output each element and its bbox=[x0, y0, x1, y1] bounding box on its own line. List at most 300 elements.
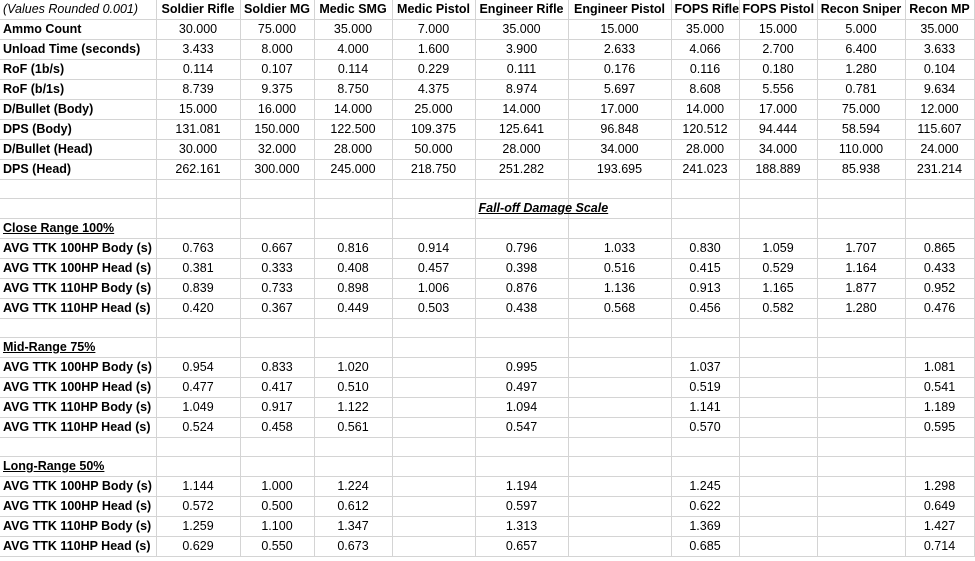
empty-cell[interactable] bbox=[314, 319, 392, 338]
value-cell[interactable]: 1.280 bbox=[817, 60, 905, 80]
empty-cell[interactable] bbox=[156, 199, 240, 219]
column-header[interactable]: Medic SMG bbox=[314, 0, 392, 20]
value-cell[interactable] bbox=[392, 378, 475, 398]
row-label[interactable]: AVG TTK 100HP Body (s) bbox=[0, 239, 156, 259]
value-cell[interactable]: 1.033 bbox=[568, 239, 671, 259]
empty-cell[interactable] bbox=[739, 457, 817, 477]
value-cell[interactable]: 9.375 bbox=[240, 80, 314, 100]
value-cell[interactable]: 0.114 bbox=[314, 60, 392, 80]
empty-cell[interactable] bbox=[240, 199, 314, 219]
column-header[interactable]: FOPS Pistol bbox=[739, 0, 817, 20]
value-cell[interactable]: 0.408 bbox=[314, 259, 392, 279]
value-cell[interactable]: 0.597 bbox=[475, 497, 568, 517]
value-cell[interactable]: 1.122 bbox=[314, 398, 392, 418]
empty-cell[interactable] bbox=[392, 319, 475, 338]
value-cell[interactable]: 0.833 bbox=[240, 358, 314, 378]
empty-cell[interactable] bbox=[475, 338, 568, 358]
value-cell[interactable]: 0.612 bbox=[314, 497, 392, 517]
value-cell[interactable]: 0.995 bbox=[475, 358, 568, 378]
value-cell[interactable]: 0.839 bbox=[156, 279, 240, 299]
empty-cell[interactable] bbox=[240, 219, 314, 239]
value-cell[interactable]: 35.000 bbox=[671, 20, 739, 40]
value-cell[interactable]: 0.865 bbox=[905, 239, 974, 259]
empty-cell[interactable] bbox=[905, 319, 974, 338]
value-cell[interactable]: 0.572 bbox=[156, 497, 240, 517]
value-cell[interactable]: 35.000 bbox=[905, 20, 974, 40]
value-cell[interactable]: 1.707 bbox=[817, 239, 905, 259]
value-cell[interactable]: 4.375 bbox=[392, 80, 475, 100]
empty-cell[interactable] bbox=[671, 338, 739, 358]
value-cell[interactable]: 28.000 bbox=[671, 140, 739, 160]
empty-cell[interactable] bbox=[392, 180, 475, 199]
value-cell[interactable]: 0.180 bbox=[739, 60, 817, 80]
rounding-note[interactable]: (Values Rounded 0.001) bbox=[0, 0, 156, 20]
value-cell[interactable]: 1.194 bbox=[475, 477, 568, 497]
empty-cell[interactable] bbox=[475, 438, 568, 457]
empty-cell[interactable] bbox=[817, 457, 905, 477]
value-cell[interactable]: 0.649 bbox=[905, 497, 974, 517]
value-cell[interactable]: 1.059 bbox=[739, 239, 817, 259]
value-cell[interactable]: 0.781 bbox=[817, 80, 905, 100]
value-cell[interactable]: 0.116 bbox=[671, 60, 739, 80]
empty-cell[interactable] bbox=[392, 457, 475, 477]
empty-cell[interactable] bbox=[568, 319, 671, 338]
value-cell[interactable]: 8.974 bbox=[475, 80, 568, 100]
value-cell[interactable]: 125.641 bbox=[475, 120, 568, 140]
empty-cell[interactable] bbox=[314, 180, 392, 199]
row-label[interactable]: Ammo Count bbox=[0, 20, 156, 40]
value-cell[interactable]: 1.164 bbox=[817, 259, 905, 279]
value-cell[interactable]: 0.500 bbox=[240, 497, 314, 517]
value-cell[interactable]: 0.510 bbox=[314, 378, 392, 398]
value-cell[interactable]: 0.541 bbox=[905, 378, 974, 398]
row-label[interactable]: DPS (Head) bbox=[0, 160, 156, 180]
value-cell[interactable]: 0.229 bbox=[392, 60, 475, 80]
row-label[interactable]: DPS (Body) bbox=[0, 120, 156, 140]
column-header[interactable]: Recon MP bbox=[905, 0, 974, 20]
value-cell[interactable]: 9.634 bbox=[905, 80, 974, 100]
row-label[interactable]: AVG TTK 100HP Head (s) bbox=[0, 497, 156, 517]
empty-cell[interactable] bbox=[739, 199, 817, 219]
value-cell[interactable]: 1.141 bbox=[671, 398, 739, 418]
value-cell[interactable]: 0.524 bbox=[156, 418, 240, 438]
value-cell[interactable] bbox=[739, 537, 817, 557]
empty-cell[interactable] bbox=[392, 338, 475, 358]
value-cell[interactable]: 0.763 bbox=[156, 239, 240, 259]
empty-cell[interactable] bbox=[156, 438, 240, 457]
value-cell[interactable]: 0.104 bbox=[905, 60, 974, 80]
column-header[interactable]: FOPS Rifle bbox=[671, 0, 739, 20]
value-cell[interactable]: 110.000 bbox=[817, 140, 905, 160]
empty-cell[interactable] bbox=[0, 180, 156, 199]
value-cell[interactable]: 1.094 bbox=[475, 398, 568, 418]
value-cell[interactable]: 96.848 bbox=[568, 120, 671, 140]
value-cell[interactable]: 0.503 bbox=[392, 299, 475, 319]
value-cell[interactable] bbox=[568, 477, 671, 497]
value-cell[interactable] bbox=[739, 398, 817, 418]
empty-cell[interactable] bbox=[240, 438, 314, 457]
value-cell[interactable]: 122.500 bbox=[314, 120, 392, 140]
empty-cell[interactable] bbox=[817, 180, 905, 199]
value-cell[interactable]: 8.000 bbox=[240, 40, 314, 60]
empty-cell[interactable] bbox=[739, 338, 817, 358]
row-label[interactable]: Unload Time (seconds) bbox=[0, 40, 156, 60]
value-cell[interactable]: 1.259 bbox=[156, 517, 240, 537]
value-cell[interactable]: 193.695 bbox=[568, 160, 671, 180]
value-cell[interactable]: 0.796 bbox=[475, 239, 568, 259]
value-cell[interactable]: 1.081 bbox=[905, 358, 974, 378]
empty-cell[interactable] bbox=[314, 199, 392, 219]
value-cell[interactable]: 0.333 bbox=[240, 259, 314, 279]
value-cell[interactable]: 1.877 bbox=[817, 279, 905, 299]
value-cell[interactable] bbox=[568, 517, 671, 537]
row-label[interactable]: AVG TTK 100HP Head (s) bbox=[0, 259, 156, 279]
empty-cell[interactable] bbox=[0, 199, 156, 219]
empty-cell[interactable] bbox=[568, 219, 671, 239]
value-cell[interactable] bbox=[392, 418, 475, 438]
value-cell[interactable]: 1.006 bbox=[392, 279, 475, 299]
value-cell[interactable]: 0.685 bbox=[671, 537, 739, 557]
value-cell[interactable] bbox=[817, 358, 905, 378]
value-cell[interactable] bbox=[392, 537, 475, 557]
value-cell[interactable]: 50.000 bbox=[392, 140, 475, 160]
value-cell[interactable]: 0.476 bbox=[905, 299, 974, 319]
row-label[interactable]: AVG TTK 110HP Body (s) bbox=[0, 279, 156, 299]
value-cell[interactable]: 0.622 bbox=[671, 497, 739, 517]
value-cell[interactable]: 0.629 bbox=[156, 537, 240, 557]
value-cell[interactable]: 1.000 bbox=[240, 477, 314, 497]
value-cell[interactable] bbox=[739, 497, 817, 517]
value-cell[interactable]: 1.136 bbox=[568, 279, 671, 299]
value-cell[interactable]: 0.111 bbox=[475, 60, 568, 80]
column-header[interactable]: Soldier MG bbox=[240, 0, 314, 20]
empty-cell[interactable] bbox=[671, 438, 739, 457]
value-cell[interactable]: 1.224 bbox=[314, 477, 392, 497]
value-cell[interactable]: 0.913 bbox=[671, 279, 739, 299]
empty-cell[interactable] bbox=[156, 180, 240, 199]
row-label[interactable]: AVG TTK 100HP Head (s) bbox=[0, 378, 156, 398]
value-cell[interactable]: 0.497 bbox=[475, 378, 568, 398]
value-cell[interactable]: 1.020 bbox=[314, 358, 392, 378]
value-cell[interactable]: 14.000 bbox=[314, 100, 392, 120]
row-label[interactable]: AVG TTK 100HP Body (s) bbox=[0, 358, 156, 378]
value-cell[interactable]: 12.000 bbox=[905, 100, 974, 120]
value-cell[interactable] bbox=[568, 358, 671, 378]
value-cell[interactable]: 3.433 bbox=[156, 40, 240, 60]
row-label[interactable]: AVG TTK 110HP Head (s) bbox=[0, 299, 156, 319]
value-cell[interactable]: 24.000 bbox=[905, 140, 974, 160]
row-label[interactable]: RoF (1b/s) bbox=[0, 60, 156, 80]
empty-cell[interactable] bbox=[0, 438, 156, 457]
column-header[interactable]: Soldier Rifle bbox=[156, 0, 240, 20]
value-cell[interactable]: 0.568 bbox=[568, 299, 671, 319]
value-cell[interactable]: 0.952 bbox=[905, 279, 974, 299]
value-cell[interactable]: 0.550 bbox=[240, 537, 314, 557]
value-cell[interactable]: 0.876 bbox=[475, 279, 568, 299]
value-cell[interactable]: 0.367 bbox=[240, 299, 314, 319]
value-cell[interactable]: 34.000 bbox=[568, 140, 671, 160]
value-cell[interactable]: 0.519 bbox=[671, 378, 739, 398]
value-cell[interactable]: 35.000 bbox=[314, 20, 392, 40]
value-cell[interactable]: 188.889 bbox=[739, 160, 817, 180]
value-cell[interactable]: 3.900 bbox=[475, 40, 568, 60]
value-cell[interactable]: 35.000 bbox=[475, 20, 568, 40]
empty-cell[interactable] bbox=[475, 219, 568, 239]
row-label[interactable]: AVG TTK 110HP Body (s) bbox=[0, 398, 156, 418]
empty-cell[interactable] bbox=[568, 338, 671, 358]
empty-cell[interactable] bbox=[905, 219, 974, 239]
value-cell[interactable]: 1.369 bbox=[671, 517, 739, 537]
empty-cell[interactable] bbox=[568, 457, 671, 477]
value-cell[interactable]: 0.176 bbox=[568, 60, 671, 80]
value-cell[interactable]: 0.547 bbox=[475, 418, 568, 438]
value-cell[interactable]: 0.917 bbox=[240, 398, 314, 418]
value-cell[interactable]: 58.594 bbox=[817, 120, 905, 140]
value-cell[interactable]: 0.582 bbox=[739, 299, 817, 319]
value-cell[interactable]: 28.000 bbox=[475, 140, 568, 160]
value-cell[interactable]: 115.607 bbox=[905, 120, 974, 140]
value-cell[interactable]: 251.282 bbox=[475, 160, 568, 180]
value-cell[interactable]: 1.280 bbox=[817, 299, 905, 319]
value-cell[interactable]: 0.456 bbox=[671, 299, 739, 319]
value-cell[interactable]: 0.398 bbox=[475, 259, 568, 279]
value-cell[interactable]: 0.114 bbox=[156, 60, 240, 80]
value-cell[interactable]: 75.000 bbox=[240, 20, 314, 40]
value-cell[interactable]: 0.415 bbox=[671, 259, 739, 279]
empty-cell[interactable] bbox=[905, 180, 974, 199]
empty-cell[interactable] bbox=[905, 199, 974, 219]
value-cell[interactable] bbox=[392, 497, 475, 517]
value-cell[interactable]: 5.697 bbox=[568, 80, 671, 100]
value-cell[interactable] bbox=[739, 378, 817, 398]
value-cell[interactable]: 0.714 bbox=[905, 537, 974, 557]
value-cell[interactable] bbox=[817, 398, 905, 418]
empty-cell[interactable] bbox=[0, 319, 156, 338]
empty-cell[interactable] bbox=[156, 319, 240, 338]
value-cell[interactable]: 0.477 bbox=[156, 378, 240, 398]
value-cell[interactable]: 8.739 bbox=[156, 80, 240, 100]
empty-cell[interactable] bbox=[739, 180, 817, 199]
value-cell[interactable]: 17.000 bbox=[568, 100, 671, 120]
value-cell[interactable] bbox=[568, 537, 671, 557]
empty-cell[interactable] bbox=[156, 457, 240, 477]
section-title[interactable]: Close Range 100% bbox=[0, 219, 156, 239]
value-cell[interactable]: 0.667 bbox=[240, 239, 314, 259]
value-cell[interactable]: 1.347 bbox=[314, 517, 392, 537]
value-cell[interactable] bbox=[739, 517, 817, 537]
value-cell[interactable]: 0.733 bbox=[240, 279, 314, 299]
row-label[interactable]: AVG TTK 110HP Head (s) bbox=[0, 537, 156, 557]
value-cell[interactable]: 15.000 bbox=[156, 100, 240, 120]
value-cell[interactable]: 30.000 bbox=[156, 140, 240, 160]
empty-cell[interactable] bbox=[314, 338, 392, 358]
empty-cell[interactable] bbox=[817, 338, 905, 358]
value-cell[interactable]: 0.107 bbox=[240, 60, 314, 80]
value-cell[interactable]: 1.427 bbox=[905, 517, 974, 537]
value-cell[interactable]: 1.189 bbox=[905, 398, 974, 418]
empty-cell[interactable] bbox=[475, 180, 568, 199]
empty-cell[interactable] bbox=[475, 457, 568, 477]
value-cell[interactable] bbox=[817, 477, 905, 497]
empty-cell[interactable] bbox=[739, 219, 817, 239]
empty-cell[interactable] bbox=[392, 199, 475, 219]
empty-cell[interactable] bbox=[671, 199, 739, 219]
column-header[interactable]: Recon Sniper bbox=[817, 0, 905, 20]
row-label[interactable]: AVG TTK 110HP Body (s) bbox=[0, 517, 156, 537]
value-cell[interactable]: 7.000 bbox=[392, 20, 475, 40]
value-cell[interactable]: 0.898 bbox=[314, 279, 392, 299]
value-cell[interactable]: 231.214 bbox=[905, 160, 974, 180]
value-cell[interactable]: 1.600 bbox=[392, 40, 475, 60]
value-cell[interactable] bbox=[739, 477, 817, 497]
value-cell[interactable]: 4.000 bbox=[314, 40, 392, 60]
value-cell[interactable]: 0.954 bbox=[156, 358, 240, 378]
value-cell[interactable] bbox=[739, 418, 817, 438]
row-label[interactable]: AVG TTK 110HP Head (s) bbox=[0, 418, 156, 438]
value-cell[interactable] bbox=[817, 497, 905, 517]
value-cell[interactable]: 5.000 bbox=[817, 20, 905, 40]
value-cell[interactable] bbox=[568, 398, 671, 418]
empty-cell[interactable] bbox=[156, 219, 240, 239]
value-cell[interactable]: 262.161 bbox=[156, 160, 240, 180]
value-cell[interactable]: 28.000 bbox=[314, 140, 392, 160]
value-cell[interactable]: 4.066 bbox=[671, 40, 739, 60]
value-cell[interactable]: 17.000 bbox=[739, 100, 817, 120]
empty-cell[interactable] bbox=[739, 319, 817, 338]
empty-cell[interactable] bbox=[671, 219, 739, 239]
empty-cell[interactable] bbox=[475, 319, 568, 338]
value-cell[interactable]: 0.449 bbox=[314, 299, 392, 319]
value-cell[interactable] bbox=[817, 378, 905, 398]
value-cell[interactable]: 1.245 bbox=[671, 477, 739, 497]
empty-cell[interactable] bbox=[817, 319, 905, 338]
value-cell[interactable]: 30.000 bbox=[156, 20, 240, 40]
value-cell[interactable]: 150.000 bbox=[240, 120, 314, 140]
value-cell[interactable]: 1.313 bbox=[475, 517, 568, 537]
empty-cell[interactable] bbox=[314, 438, 392, 457]
value-cell[interactable]: 0.914 bbox=[392, 239, 475, 259]
empty-cell[interactable] bbox=[568, 438, 671, 457]
value-cell[interactable]: 75.000 bbox=[817, 100, 905, 120]
value-cell[interactable]: 1.100 bbox=[240, 517, 314, 537]
row-label[interactable]: D/Bullet (Head) bbox=[0, 140, 156, 160]
value-cell[interactable]: 25.000 bbox=[392, 100, 475, 120]
empty-cell[interactable] bbox=[392, 438, 475, 457]
value-cell[interactable] bbox=[392, 358, 475, 378]
value-cell[interactable]: 0.438 bbox=[475, 299, 568, 319]
value-cell[interactable]: 300.000 bbox=[240, 160, 314, 180]
empty-cell[interactable] bbox=[905, 438, 974, 457]
value-cell[interactable]: 0.595 bbox=[905, 418, 974, 438]
value-cell[interactable] bbox=[817, 537, 905, 557]
value-cell[interactable]: 245.000 bbox=[314, 160, 392, 180]
value-cell[interactable]: 1.298 bbox=[905, 477, 974, 497]
empty-cell[interactable] bbox=[314, 219, 392, 239]
empty-cell[interactable] bbox=[817, 219, 905, 239]
value-cell[interactable]: 0.420 bbox=[156, 299, 240, 319]
value-cell[interactable]: 218.750 bbox=[392, 160, 475, 180]
value-cell[interactable]: 5.556 bbox=[739, 80, 817, 100]
value-cell[interactable]: 14.000 bbox=[671, 100, 739, 120]
value-cell[interactable]: 15.000 bbox=[568, 20, 671, 40]
row-label[interactable]: AVG TTK 100HP Body (s) bbox=[0, 477, 156, 497]
empty-cell[interactable] bbox=[817, 199, 905, 219]
empty-cell[interactable] bbox=[817, 438, 905, 457]
value-cell[interactable]: 0.381 bbox=[156, 259, 240, 279]
value-cell[interactable]: 94.444 bbox=[739, 120, 817, 140]
value-cell[interactable]: 0.529 bbox=[739, 259, 817, 279]
value-cell[interactable]: 0.457 bbox=[392, 259, 475, 279]
value-cell[interactable] bbox=[392, 517, 475, 537]
empty-cell[interactable] bbox=[671, 457, 739, 477]
value-cell[interactable] bbox=[392, 477, 475, 497]
row-label[interactable]: D/Bullet (Body) bbox=[0, 100, 156, 120]
value-cell[interactable]: 1.144 bbox=[156, 477, 240, 497]
value-cell[interactable]: 0.417 bbox=[240, 378, 314, 398]
empty-cell[interactable] bbox=[392, 219, 475, 239]
column-header[interactable]: Engineer Rifle bbox=[475, 0, 568, 20]
value-cell[interactable]: 0.816 bbox=[314, 239, 392, 259]
empty-cell[interactable] bbox=[156, 338, 240, 358]
value-cell[interactable] bbox=[817, 517, 905, 537]
row-label[interactable]: RoF (b/1s) bbox=[0, 80, 156, 100]
value-cell[interactable]: 0.433 bbox=[905, 259, 974, 279]
value-cell[interactable]: 0.673 bbox=[314, 537, 392, 557]
empty-cell[interactable] bbox=[240, 319, 314, 338]
section-title[interactable]: Long-Range 50% bbox=[0, 457, 156, 477]
value-cell[interactable] bbox=[739, 358, 817, 378]
column-header[interactable]: Engineer Pistol bbox=[568, 0, 671, 20]
value-cell[interactable]: 2.700 bbox=[739, 40, 817, 60]
value-cell[interactable]: 0.516 bbox=[568, 259, 671, 279]
value-cell[interactable]: 0.657 bbox=[475, 537, 568, 557]
value-cell[interactable]: 1.037 bbox=[671, 358, 739, 378]
value-cell[interactable] bbox=[568, 497, 671, 517]
value-cell[interactable]: 2.633 bbox=[568, 40, 671, 60]
value-cell[interactable]: 0.458 bbox=[240, 418, 314, 438]
empty-cell[interactable] bbox=[568, 180, 671, 199]
empty-cell[interactable] bbox=[314, 457, 392, 477]
value-cell[interactable] bbox=[568, 378, 671, 398]
value-cell[interactable] bbox=[392, 398, 475, 418]
empty-cell[interactable] bbox=[240, 180, 314, 199]
value-cell[interactable] bbox=[817, 418, 905, 438]
value-cell[interactable]: 8.608 bbox=[671, 80, 739, 100]
value-cell[interactable]: 241.023 bbox=[671, 160, 739, 180]
value-cell[interactable]: 0.570 bbox=[671, 418, 739, 438]
value-cell[interactable]: 16.000 bbox=[240, 100, 314, 120]
empty-cell[interactable] bbox=[905, 457, 974, 477]
value-cell[interactable]: 131.081 bbox=[156, 120, 240, 140]
value-cell[interactable]: 14.000 bbox=[475, 100, 568, 120]
empty-cell[interactable] bbox=[671, 180, 739, 199]
column-header[interactable]: Medic Pistol bbox=[392, 0, 475, 20]
value-cell[interactable]: 3.633 bbox=[905, 40, 974, 60]
section-title[interactable]: Mid-Range 75% bbox=[0, 338, 156, 358]
falloff-scale-title[interactable]: Fall-off Damage Scale bbox=[475, 199, 568, 219]
value-cell[interactable]: 0.561 bbox=[314, 418, 392, 438]
value-cell[interactable]: 1.165 bbox=[739, 279, 817, 299]
value-cell[interactable]: 8.750 bbox=[314, 80, 392, 100]
value-cell[interactable]: 34.000 bbox=[739, 140, 817, 160]
value-cell[interactable] bbox=[568, 418, 671, 438]
empty-cell[interactable] bbox=[739, 438, 817, 457]
empty-cell[interactable] bbox=[240, 457, 314, 477]
value-cell[interactable]: 6.400 bbox=[817, 40, 905, 60]
value-cell[interactable]: 1.049 bbox=[156, 398, 240, 418]
value-cell[interactable]: 85.938 bbox=[817, 160, 905, 180]
value-cell[interactable]: 15.000 bbox=[739, 20, 817, 40]
